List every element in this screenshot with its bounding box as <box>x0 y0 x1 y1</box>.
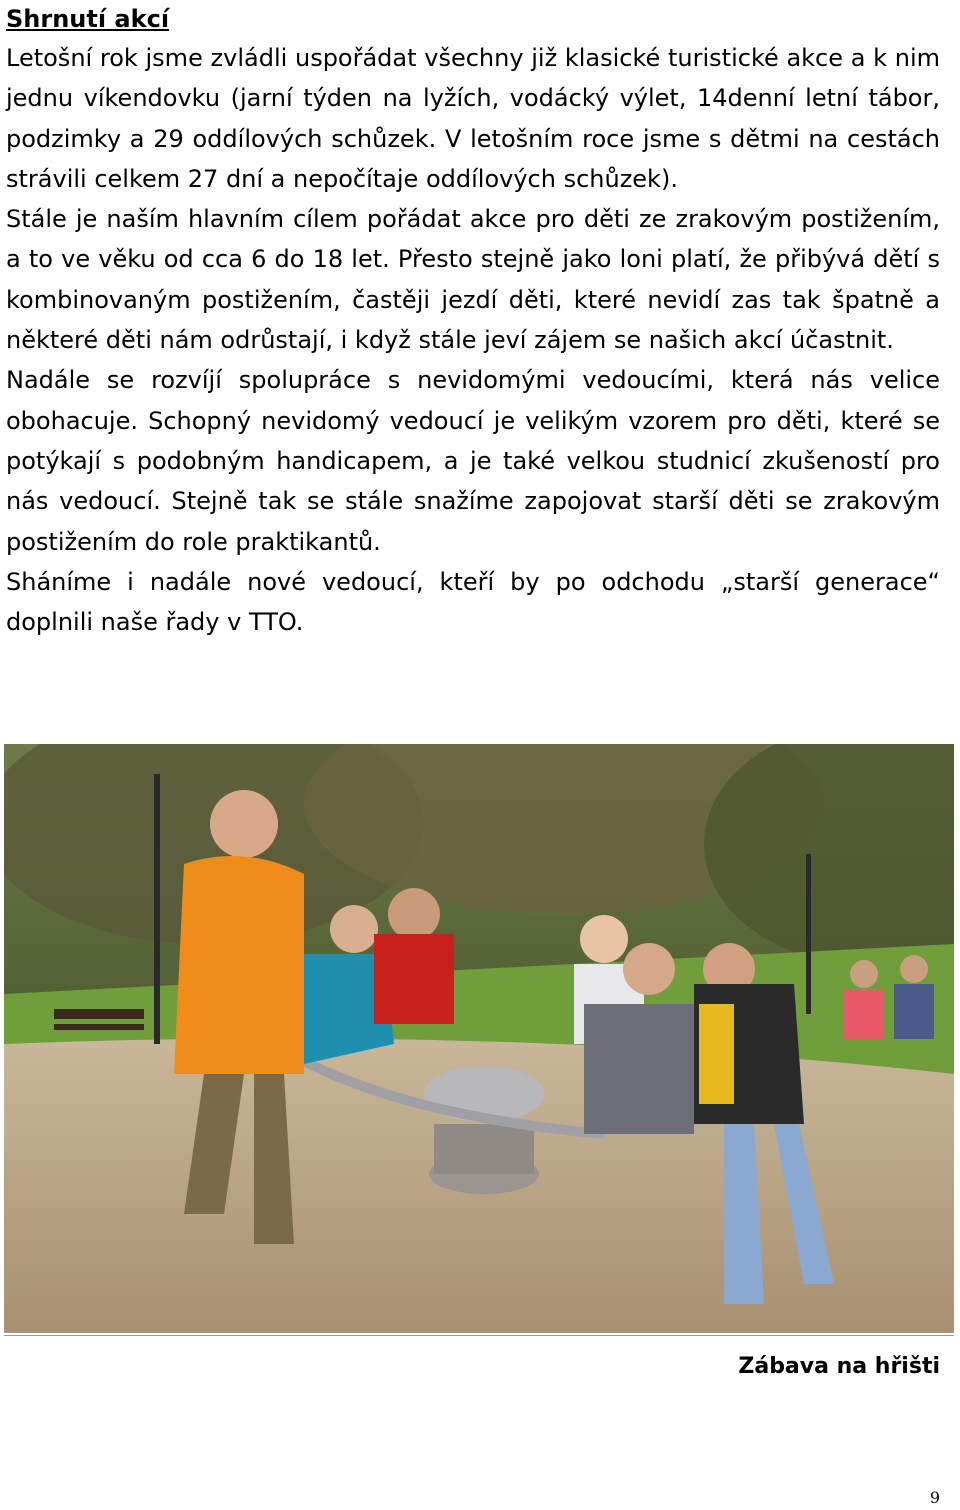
paragraph-4: Sháníme i nadále nové vedoucí, kteří by po odchodu „starší generace“ doplnili naše řady v TTO. <box>6 567 940 637</box>
section-heading: Shrnutí akcí <box>6 5 170 33</box>
body-text <box>6 38 940 642</box>
paragraph-1: Letošní rok jsme zvládli uspořádat všechny již klasické turistické akce a k nim jednu víkendovku (jarní týden na lyžích, vodácký výlet, 14denní letní tábor, podzimky a 29 oddílových schůzek. V letošním roce jsme s dětmi na cestách strávili celkem 27 dní a nepočítaje oddílových schůzek). <box>6 44 940 193</box>
paragraph-2: Stále je naším hlavním cílem pořádat akce pro děti ze zrakovým postižením, a to ve věku od cca 6 do 18 let. Přesto stejně jako loni platí, že přibývá dětí s kombinovaným postižením, častěji jezdí děti, které nevidí zas tak špatně a některé děti nám odrůstají, i když stále jeví zájem se našich akcí účastnit. <box>6 205 940 355</box>
page-number: 9 <box>929 1488 940 1507</box>
playground-photo <box>4 744 954 1336</box>
photo-caption: Zábava na hřišti <box>738 1354 940 1379</box>
paragraph-3: Nadále se rozvíjí spolupráce s nevidomými vedoucími, která nás velice obohacuje. Schopný nevidomý vedoucí je velikým vzorem pro děti, které se potýkají s podobným handicapem, a je také velkou studnicí zkušeností pro nás vedoucí. Stejně tak se stále snažíme zapojovat starší děti se zrakovým postižením do role praktikantů. <box>6 366 940 556</box>
photo-illustration <box>4 744 954 1332</box>
